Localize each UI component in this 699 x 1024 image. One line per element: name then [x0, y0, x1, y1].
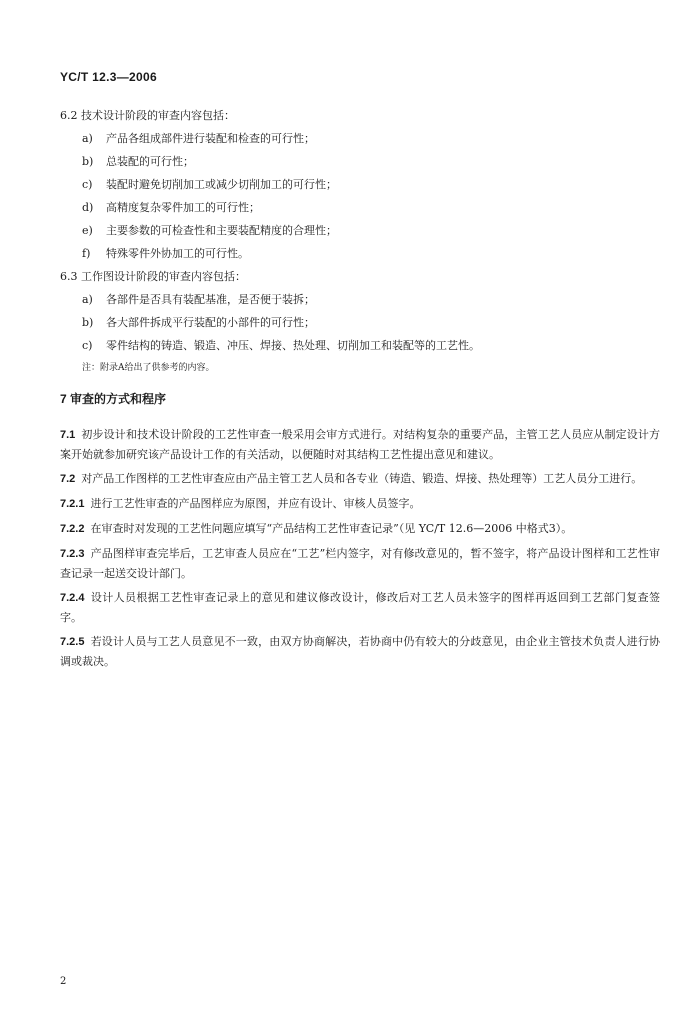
item-label: d) [82, 201, 94, 214]
list-item [60, 338, 660, 353]
item-text: 零件结构的铸造、锻造、冲压、焊接、热处理、切削加工和装配等的工艺性。 [106, 339, 480, 352]
clause-text: 对产品工作图样的工艺性审查应由产品主管工艺人员和各专业（铸造、锻造、焊接、热处理等）工艺人员分工进行。 [81, 472, 643, 485]
clause-number: 7.2.3 [60, 548, 85, 560]
item-text: 产品各组成部件进行装配和检查的可行性； [106, 132, 315, 145]
clause-text: 若设计人员与工艺人员意见不一致，由双方协商解决，若协商中仍有较大的分歧意见，由企业主管技术负责人进行协调或裁决。 [60, 635, 660, 668]
section-7-heading: 7 审查的方式和程序 [60, 392, 167, 406]
clause-text: 设计人员根据工艺性审查记录上的意见和建议修改设计，修改后对工艺人员未签字的图样再返回到工艺部门复查签字。 [60, 591, 660, 624]
item-text: 主要参数的可检查性和主要装配精度的合理性； [106, 224, 337, 237]
item-label: b) [82, 316, 94, 329]
section-6-3-heading: 6.3 工作图设计阶段的审查内容包括： [60, 270, 246, 283]
item-text: 特殊零件外协加工的可行性。 [106, 247, 249, 260]
list-item [60, 177, 660, 192]
section-note: 注：附录A给出了供参考的内容。 [82, 363, 215, 373]
page-number: 2 [60, 976, 67, 987]
item-text: 高精度复杂零件加工的可行性； [106, 201, 260, 214]
paragraph [60, 469, 660, 489]
clause-text: 产品图样审查完毕后，工艺审查人员应在“工艺”栏内签字，对有修改意见的，暂不签字，将产品设计图样和工艺性审查记录一起送交设计部门。 [60, 547, 660, 580]
clause-number: 7.2.2 [60, 523, 85, 535]
list-item [60, 131, 660, 146]
list-item [60, 223, 660, 238]
doc-code-header: YC/T 12.3—2006 [60, 70, 157, 84]
item-label: b) [82, 155, 94, 168]
clause-text: 在审查时对发现的工艺性问题应填写“产品结构工艺性审查记录”（见 YC/T 12.6—2006 中格式3）。 [90, 522, 573, 535]
item-label: f) [82, 247, 91, 260]
item-label: e) [82, 224, 93, 237]
paragraph [60, 588, 660, 627]
item-text: 各部件是否具有装配基准，是否便于装拆； [106, 293, 315, 306]
clause-text: 进行工艺性审查的产品图样应为原图，并应有设计、审核人员签字。 [90, 497, 421, 510]
item-text: 总装配的可行性； [106, 155, 194, 168]
list-item [60, 315, 660, 330]
paragraph [60, 544, 660, 583]
list-item [60, 154, 660, 169]
list-item [60, 292, 660, 307]
clause-number: 7.2.4 [60, 592, 85, 604]
section-6-2-heading: 6.2 技术设计阶段的审查内容包括： [60, 109, 235, 122]
clause-number: 7.2 [60, 473, 76, 485]
item-label: c) [82, 178, 93, 191]
paragraph [60, 494, 660, 514]
paragraph [60, 632, 660, 671]
item-text: 装配时避免切削加工或减少切削加工的可行性； [106, 178, 337, 191]
list-item [60, 200, 660, 215]
clause-number: 7.2.1 [60, 498, 85, 510]
list-item [60, 246, 660, 261]
clause-text: 初步设计和技术设计阶段的工艺性审查一般采用会审方式进行。对结构复杂的重要产品，主管工艺人员应从制定设计方案开始就参加研究该产品设计工作的有关活动，以便随时对其结构工艺性提出意见和建议。 [60, 428, 660, 461]
item-label: a) [82, 132, 93, 145]
document-body [60, 108, 660, 676]
item-label: a) [82, 293, 93, 306]
paragraph [60, 425, 660, 464]
clause-number: 7.2.5 [60, 636, 85, 648]
item-label: c) [82, 339, 93, 352]
clause-number: 7.1 [60, 429, 76, 441]
paragraph [60, 519, 660, 539]
item-text: 各大部件拆成平行装配的小部件的可行性； [106, 316, 315, 329]
